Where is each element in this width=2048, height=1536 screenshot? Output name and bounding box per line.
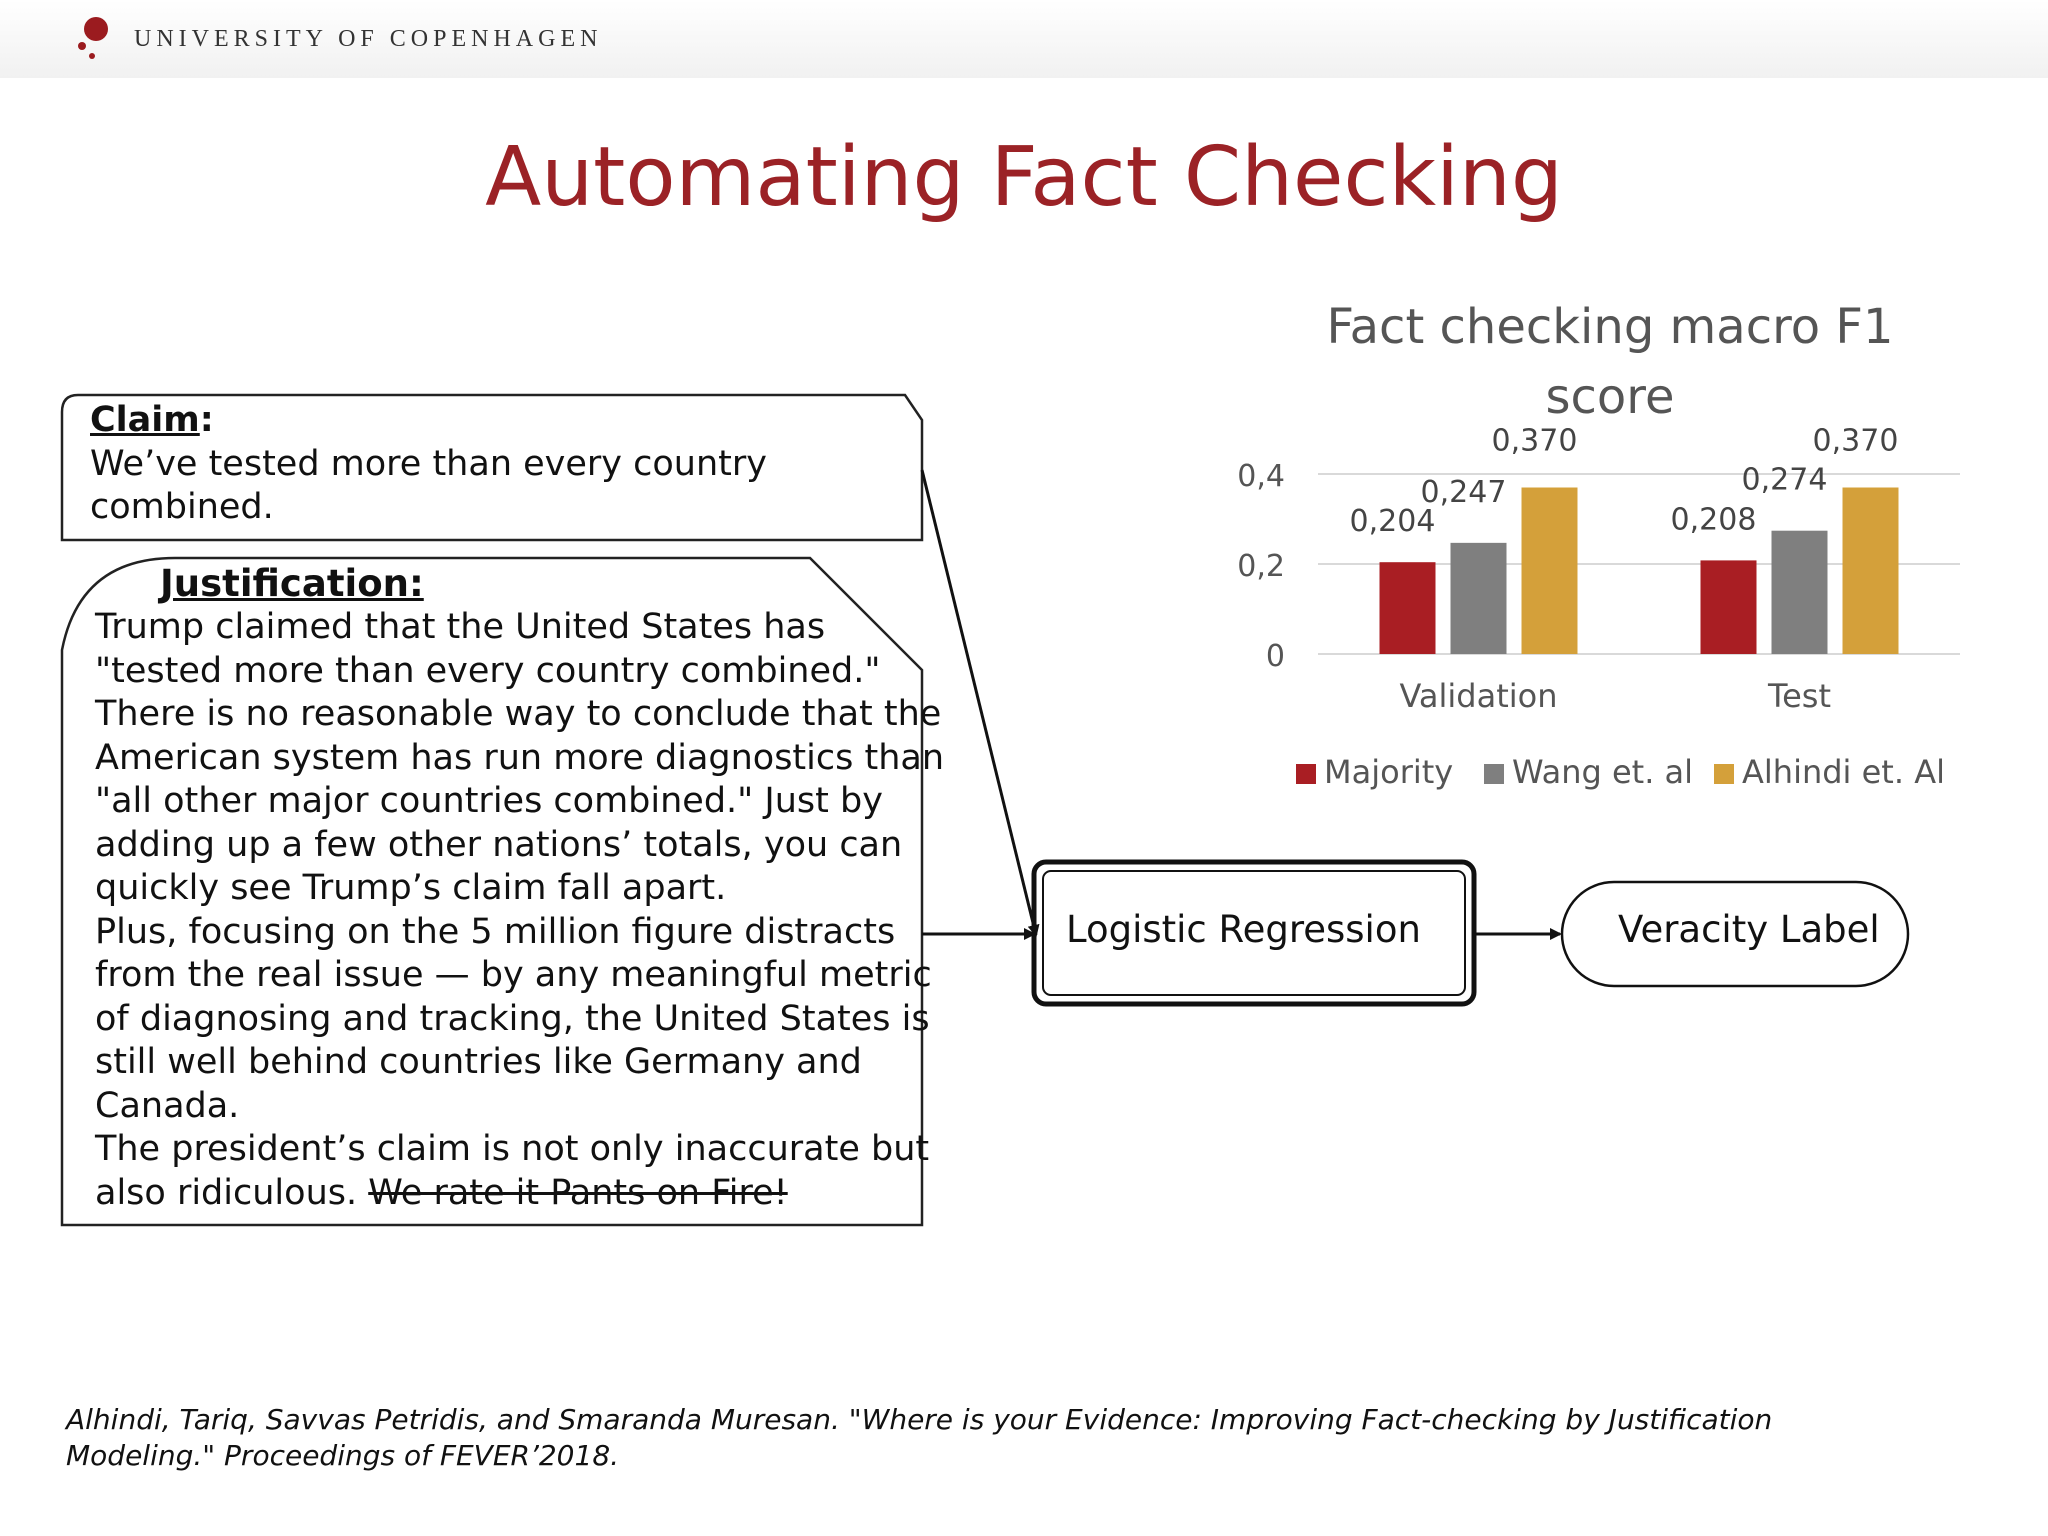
legend-label: Wang et. al [1512,753,1694,791]
justification-line: "tested more than every country combined." [95,650,881,691]
justification-last-prefix: also ridiculous. [95,1172,369,1213]
slide-title: Automating Fact Checking [485,130,1563,225]
citation-line: Alhindi, Tariq, Savvas Petridis, and Smaranda Muresan. "Where is your Evidence: Improving Fact-checking by Justification [66,1403,1773,1436]
claim-colon: : [199,400,214,440]
justification-line: American system has run more diagnostics than [95,737,945,778]
justification-line: quickly see Trump’s claim fall apart. [95,868,727,908]
y-tick-label: 0 [1265,639,1285,674]
legend-label: Alhindi et. Al [1742,753,1945,791]
legend-swatch [1714,764,1734,784]
data-label: 0,208 [1670,502,1757,538]
claim-line: We’ve tested more than every country [90,443,767,484]
y-tick-label: 0,4 [1237,459,1285,494]
justification-label: Justification: [160,562,424,605]
justification-line: Canada. [95,1085,240,1126]
bar [1843,488,1899,655]
data-label: 0,274 [1741,462,1828,498]
data-label: 0,370 [1812,423,1899,459]
citation [66,1402,1772,1474]
y-tick-label: 0,2 [1237,549,1285,584]
justification-line: Plus, focusing on the 5 million figure distracts [95,911,896,952]
justification-line: "all other major countries combined." Just by [95,781,883,821]
justification-line: adding up a few other nations’ totals, you can [95,824,903,865]
struck-verdict-text: We rate it Pants on Fire! [368,1172,788,1213]
legend-label: Majority [1324,753,1454,791]
legend-swatch [1484,764,1504,784]
veracity-label-text: Veracity Label [1618,908,1880,951]
citation-line: Modeling." Proceedings of FEVER’2018. [66,1439,620,1472]
legend-swatch [1296,764,1316,784]
data-label: 0,204 [1349,504,1436,540]
data-label: 0,247 [1420,474,1507,510]
logistic-regression-label: Logistic Regression [1066,908,1421,951]
justification-line: from the real issue — by any meaningful metric [95,955,932,995]
claim-label: Claim [90,400,200,440]
bar [1701,560,1757,654]
data-label: 0,370 [1491,423,1578,459]
bar [1772,531,1828,654]
x-tick-label: Validation [1399,677,1558,715]
institution-name: UNIVERSITY OF COPENHAGEN [134,26,603,52]
justification-line: of diagnosing and tracking, the United States is [95,998,930,1039]
bar [1451,543,1507,654]
bar [1380,562,1436,654]
bar [1522,488,1578,655]
claim-line: combined. [90,487,274,527]
justification-line: There is no reasonable way to conclude that the [95,694,942,734]
x-tick-label: Test [1767,677,1832,715]
chart-title: Fact checking macro F1 score [1326,299,1894,425]
justification-line: The president’s claim is not only inaccurate but [95,1129,930,1169]
justification-line: still well behind countries like Germany and [95,1042,862,1082]
justification-line: Trump claimed that the United States has [95,607,826,647]
